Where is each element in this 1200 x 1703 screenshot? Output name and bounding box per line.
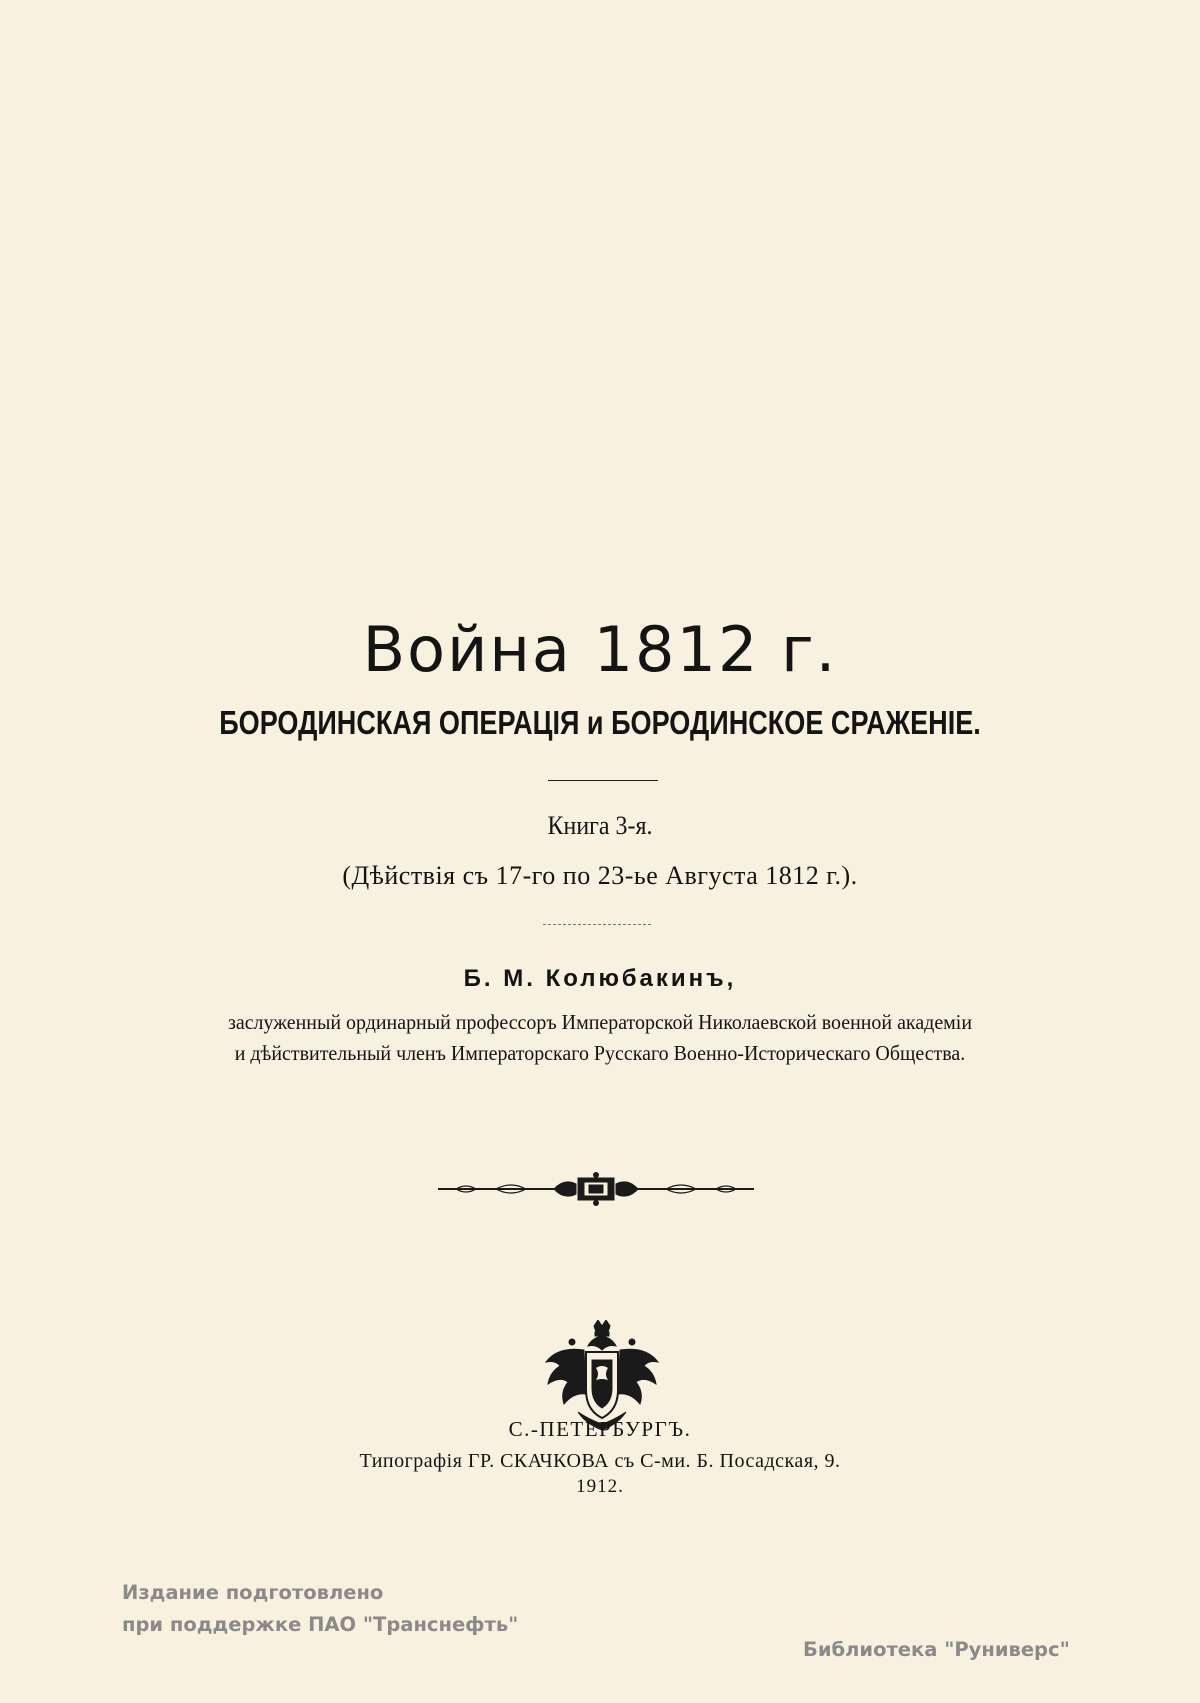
- dotted-divider: [543, 924, 651, 925]
- sponsor-note-line-1: Издание подготовлено: [122, 1581, 384, 1604]
- divider-rule: [548, 780, 658, 781]
- ornament-divider-icon: [436, 1172, 756, 1206]
- period-description: (Дѣйствія съ 17-го по 23-ье Августа 1812 г.).: [342, 861, 858, 890]
- book-subtitle: БОРОДИНСКАЯ ОПЕРАЦІЯ и БОРОДИНСКОЕ СРАЖЕНІЕ.: [219, 704, 981, 741]
- credentials-line-1: заслуженный ординарный профессоръ Императорской Николаевской военной академіи: [227, 1010, 973, 1034]
- credentials-line-2: и дѣйствительный членъ Императорскаго Русскаго Военно-Историческаго Общества.: [234, 1041, 966, 1065]
- sponsor-note: [122, 1577, 518, 1641]
- imprint-city: С.-ПЕТЕРБУРГЪ.: [508, 1417, 692, 1441]
- imprint-year: 1912.: [576, 1476, 624, 1497]
- author-credentials: [30, 1007, 1170, 1069]
- sponsor-note-line-2: при поддержке ПАО "Транснефть": [122, 1613, 519, 1636]
- library-credit: Библиотека "Руниверс": [803, 1638, 1070, 1661]
- volume-label: Книга 3-я.: [547, 811, 653, 840]
- imprint-press: Типографія ГР. СКАЧКОВА съ С-ми. Б. Посадская, 9.: [359, 1450, 841, 1472]
- author-name: Б. М. Колюбакинъ,: [463, 965, 737, 992]
- book-title: Война 1812 г.: [362, 613, 838, 686]
